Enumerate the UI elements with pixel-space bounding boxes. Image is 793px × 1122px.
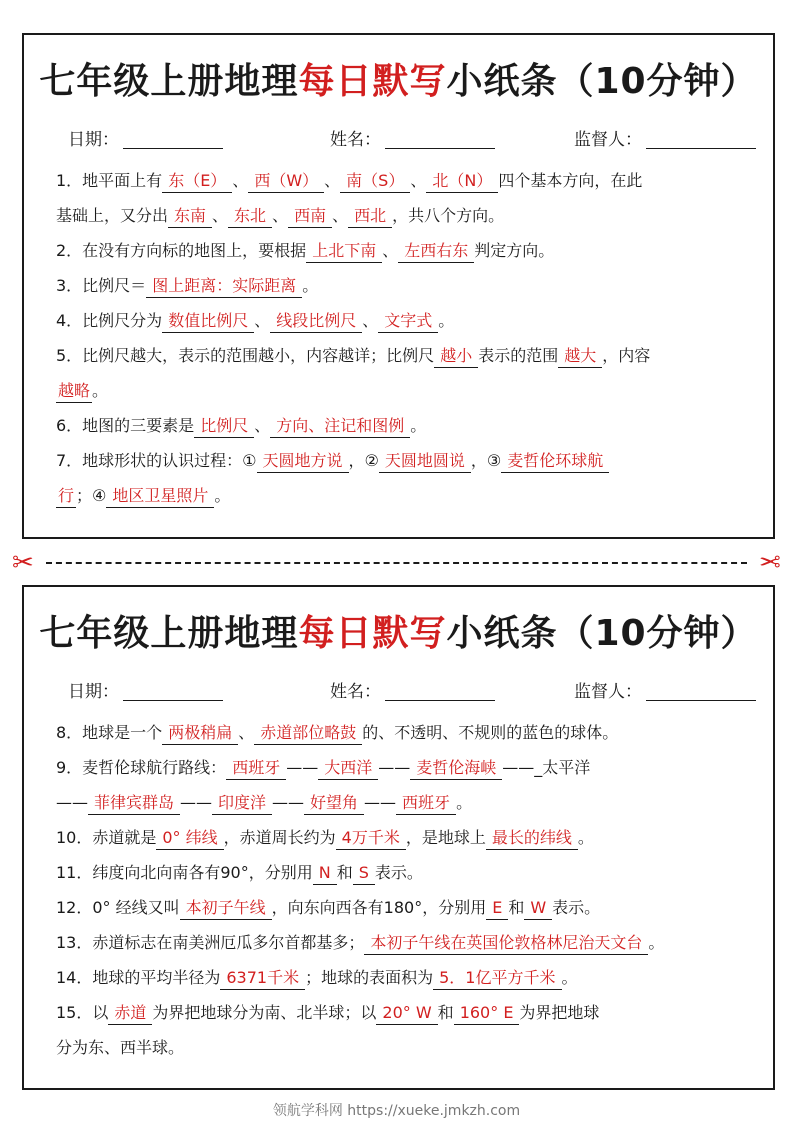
question-13 xyxy=(56,925,749,960)
answer: 行 xyxy=(56,485,76,508)
q-text: 表示的范围 xyxy=(478,346,559,365)
q-text: 10．赤道就是 xyxy=(56,828,157,847)
answer: 东北 xyxy=(228,205,272,228)
title-highlight: 每日默写 xyxy=(298,61,447,102)
dictation-card-2 xyxy=(22,585,775,1090)
question-list xyxy=(56,163,749,513)
name-label: 姓名： xyxy=(330,682,381,702)
answer: 赤道部位略鼓 xyxy=(254,722,362,745)
question-list xyxy=(56,715,749,1065)
answer: 左西右东 xyxy=(398,240,474,263)
supervisor-blank xyxy=(646,682,756,701)
question-14 xyxy=(56,960,749,995)
sep: 、 xyxy=(232,171,249,190)
q-text: 四个基本方向，在此 xyxy=(498,171,643,190)
dictation-card-1 xyxy=(22,33,775,539)
answer: 本初子午线 xyxy=(180,897,272,920)
title-suffix: 小纸条（10分钟） xyxy=(446,61,758,102)
name-label: 姓名： xyxy=(330,130,381,150)
question-5 xyxy=(56,338,749,373)
q-text: 14．地球的平均半径为 xyxy=(56,968,221,987)
date-blank xyxy=(123,130,223,149)
answer: 5．1亿平方千米 xyxy=(433,967,561,990)
name-blank xyxy=(385,130,495,149)
sep: —— xyxy=(364,793,397,812)
sep: 、 xyxy=(324,171,341,190)
q-text: ，向东向西各有180°，分别用 xyxy=(271,898,487,917)
title-prefix: 七年级上册地理 xyxy=(39,61,299,102)
answer: 比例尺 xyxy=(194,415,254,438)
answer: 西班牙 xyxy=(226,757,286,780)
q-text: 表示。 xyxy=(374,863,423,882)
sep: —— xyxy=(56,793,88,812)
supervisor-blank xyxy=(646,130,756,149)
answer: 天圆地圆说 xyxy=(379,450,471,473)
q-text: 13．赤道标志在南美洲厄瓜多尔首都基多； xyxy=(56,933,365,952)
sep: 、 xyxy=(272,206,289,225)
answer: 方向、注记和图例 xyxy=(270,415,410,438)
q-text: ；地球的表面积为 xyxy=(305,968,434,987)
dashed-divider xyxy=(46,562,747,564)
sep: 、 xyxy=(362,311,379,330)
q-text: 8．地球是一个 xyxy=(56,723,163,742)
q-text: 4．比例尺分为 xyxy=(56,311,163,330)
supervisor-field xyxy=(574,677,756,702)
name-field xyxy=(330,677,495,702)
q-text: 。 xyxy=(92,381,109,400)
sep: 、 xyxy=(382,241,399,260)
q-text: 7．地球形状的认识过程：① xyxy=(56,451,257,470)
question-12 xyxy=(56,890,749,925)
answer: 越略 xyxy=(56,380,92,403)
answer: 上北下南 xyxy=(306,240,382,263)
sep: —— xyxy=(180,793,213,812)
question-11 xyxy=(56,855,749,890)
question-4 xyxy=(56,303,749,338)
answer: 麦哲伦环球航 xyxy=(501,450,609,473)
answer: 西北 xyxy=(348,205,392,228)
q-text: 。 xyxy=(577,828,594,847)
answer: 麦哲伦海峡 xyxy=(410,757,502,780)
supervisor-label: 监督人： xyxy=(574,130,642,150)
question-9 xyxy=(56,750,749,785)
date-field xyxy=(68,125,223,150)
answer: 东（E） xyxy=(162,170,232,193)
date-field xyxy=(68,677,223,702)
sep: ，② xyxy=(348,451,379,470)
q-text: 。 xyxy=(438,311,455,330)
question-3 xyxy=(56,268,749,303)
answer: E xyxy=(486,897,508,920)
sep: —— xyxy=(272,793,305,812)
answer: 4万千米 xyxy=(336,827,406,850)
q-text: 。 xyxy=(456,793,473,812)
name-field xyxy=(330,125,495,150)
scissors-icon: ✂ xyxy=(759,548,781,578)
answer: 越大 xyxy=(558,345,602,368)
question-5-cont xyxy=(56,373,749,408)
footer-watermark: 领航学科网 https://xueke.jmkzh.com xyxy=(272,1103,521,1119)
answer: 20° W xyxy=(376,1002,437,1025)
answer: 好望角 xyxy=(304,792,364,815)
title-suffix: 小纸条（10分钟） xyxy=(446,613,758,654)
answer: 160° E xyxy=(454,1002,520,1025)
sep: 、 xyxy=(212,206,229,225)
sep: ；④ xyxy=(76,486,107,505)
answer: 最长的纬线 xyxy=(486,827,578,850)
q-text: 6．地图的三要素是 xyxy=(56,416,195,435)
sep: —— xyxy=(286,758,319,777)
meta-row xyxy=(68,125,743,149)
answer: 越小 xyxy=(434,345,478,368)
answer: 西班牙 xyxy=(396,792,456,815)
q-text: 3．比例尺＝ xyxy=(56,276,147,295)
name-blank xyxy=(385,682,495,701)
q-text: 。 xyxy=(648,933,665,952)
q-text: 表示。 xyxy=(552,898,601,917)
answer: 东南 xyxy=(168,205,212,228)
answer: 6371千米 xyxy=(220,967,305,990)
answer: 两极稍扁 xyxy=(162,722,238,745)
q-text: 基础上，又分出 xyxy=(56,206,169,225)
q-text: 11．纬度向北向南各有90°，分别用 xyxy=(56,863,313,882)
sep: 、 xyxy=(410,171,427,190)
card-title xyxy=(24,53,773,104)
question-15 xyxy=(56,995,749,1030)
q-text: 和 xyxy=(437,1003,454,1022)
question-1-cont xyxy=(56,198,749,233)
supervisor-field xyxy=(574,125,756,150)
q-text: 为界把地球分为南、北半球；以 xyxy=(152,1003,377,1022)
scissors-icon: ✂ xyxy=(12,548,34,578)
q-text: 分为东、西半球。 xyxy=(56,1038,185,1057)
sep: 、 xyxy=(332,206,349,225)
date-label: 日期： xyxy=(68,682,119,702)
title-prefix: 七年级上册地理 xyxy=(39,613,299,654)
answer: 西（W） xyxy=(248,170,324,193)
answer: 南（S） xyxy=(340,170,410,193)
question-8 xyxy=(56,715,749,750)
q-text: 。 xyxy=(561,968,578,987)
q-text: ，赤道周长约为 xyxy=(223,828,336,847)
answer: 大西洋 xyxy=(318,757,378,780)
answer: 线段比例尺 xyxy=(270,310,362,333)
answer: 图上距离：实际距离 xyxy=(146,275,302,298)
answer: 北（N） xyxy=(426,170,498,193)
q-text: ，共八个方向。 xyxy=(392,206,505,225)
answer: W xyxy=(524,897,552,920)
meta-row xyxy=(68,677,743,701)
supervisor-label: 监督人： xyxy=(574,682,642,702)
answer: 数值比例尺 xyxy=(162,310,254,333)
question-2 xyxy=(56,233,749,268)
answer: 本初子午线在英国伦敦格林尼治天文台 xyxy=(364,932,648,955)
q-text: 和 xyxy=(508,898,525,917)
sep: 、 xyxy=(238,723,255,742)
q-text: 和 xyxy=(336,863,353,882)
answer: 印度洋 xyxy=(212,792,272,815)
question-15-cont xyxy=(56,1030,749,1065)
q-text: ，是地球上 xyxy=(405,828,486,847)
sep: ，③ xyxy=(470,451,502,470)
answer: 0° 纬线 xyxy=(156,827,223,850)
date-blank xyxy=(123,682,223,701)
q-text: 为界把地球 xyxy=(519,1003,600,1022)
q-text: 。 xyxy=(302,276,319,295)
q-text: 的、不透明、不规则的蓝色的球体。 xyxy=(362,723,619,742)
q-text: 5．比例尺越大，表示的范围越小，内容越详；比例尺 xyxy=(56,346,435,365)
q-text: 9．麦哲伦球航行路线： xyxy=(56,758,227,777)
q-text: 。 xyxy=(410,416,427,435)
card-title xyxy=(24,605,773,656)
answer: 天圆地方说 xyxy=(257,450,349,473)
q-text: 12．0° 经线又叫 xyxy=(56,898,180,917)
title-highlight: 每日默写 xyxy=(298,613,447,654)
q-text: 15．以 xyxy=(56,1003,109,1022)
question-7-cont xyxy=(56,478,749,513)
q-text: 。 xyxy=(214,486,231,505)
answer: 赤道 xyxy=(108,1002,152,1025)
date-label: 日期： xyxy=(68,130,119,150)
answer: 西南 xyxy=(288,205,332,228)
q-text: 判定方向。 xyxy=(474,241,555,260)
q-text: ，内容 xyxy=(602,346,651,365)
sep: —— xyxy=(378,758,411,777)
question-10 xyxy=(56,820,749,855)
answer: 菲律宾群岛 xyxy=(88,792,180,815)
answer: N xyxy=(313,862,337,885)
q-text: ——_太平洋 xyxy=(502,758,591,777)
question-6 xyxy=(56,408,749,443)
question-1 xyxy=(56,163,749,198)
answer: 文字式 xyxy=(378,310,438,333)
cut-line xyxy=(12,548,781,578)
q-text: 1．地平面上有 xyxy=(56,171,163,190)
sep: 、 xyxy=(254,416,271,435)
answer: 地区卫星照片 xyxy=(106,485,214,508)
question-7 xyxy=(56,443,749,478)
answer: S xyxy=(353,862,375,885)
q-text: 2．在没有方向标的地图上，要根据 xyxy=(56,241,307,260)
sep: 、 xyxy=(254,311,271,330)
question-9-cont xyxy=(56,785,749,820)
